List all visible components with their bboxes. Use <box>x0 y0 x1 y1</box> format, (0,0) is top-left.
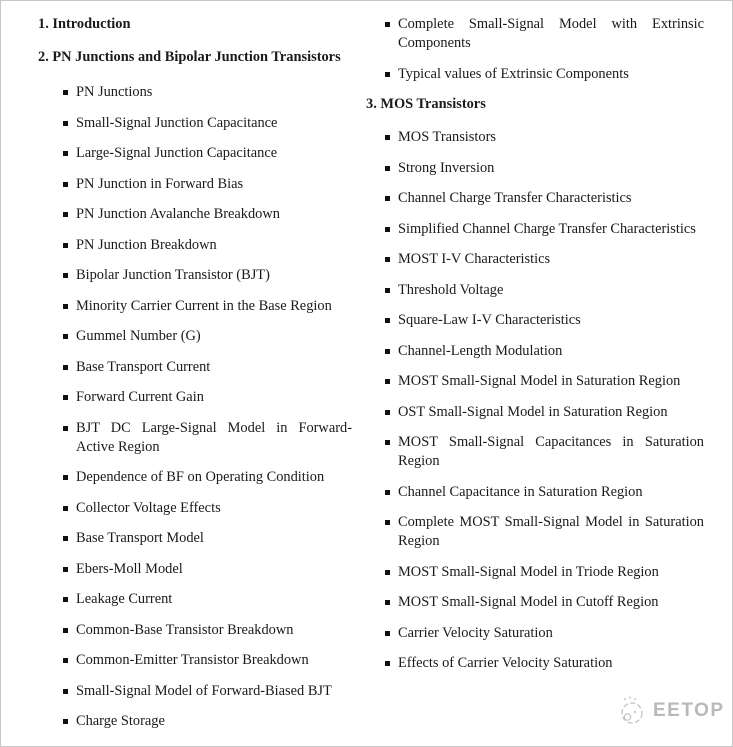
toc-item-label: Ebers-Moll Model <box>76 560 183 577</box>
toc-item-label: Base Transport Current <box>76 358 211 375</box>
toc-item <box>38 499 352 518</box>
toc-item <box>38 83 352 102</box>
bullet-square-icon <box>63 90 68 95</box>
toc-item <box>38 560 352 579</box>
toc-item-label: Gummel Number (G) <box>76 328 201 344</box>
toc-item <box>366 342 704 361</box>
toc-item <box>366 403 704 422</box>
toc-item-label: Common-Emitter Transistor Breakdown <box>76 652 309 668</box>
toc-item <box>366 128 704 147</box>
toc-item-label: MOST Small-Signal Model in Cutoff Region <box>398 594 659 610</box>
toc-item <box>366 513 704 551</box>
toc-item-label: MOST Small-Signal Model in Triode Region <box>398 563 659 580</box>
toc-item <box>38 419 352 457</box>
bullet-square-icon <box>63 182 68 187</box>
toc-item-label: Simplified Channel Charge Transfer Characteristics <box>398 220 696 237</box>
bullet-square-icon <box>63 597 68 602</box>
bullet-square-icon <box>385 570 390 575</box>
bullet-square-icon <box>63 334 68 339</box>
toc-item-label: Leakage Current <box>76 591 173 607</box>
bullet-square-icon <box>63 243 68 248</box>
section-heading-pn-bjt: 2. PN Junctions and Bipolar Junction Transistors <box>38 49 341 65</box>
toc-item <box>38 468 352 487</box>
toc-item-label: Small-Signal Model of Forward-Biased BJT <box>76 682 332 699</box>
toc-item-label: OST Small-Signal Model in Saturation Region <box>398 403 668 420</box>
toc-item-label: Channel-Length Modulation <box>398 342 563 359</box>
toc-item <box>366 220 704 239</box>
toc-item-label: Dependence of BF on Operating Condition <box>76 469 325 485</box>
toc-item <box>38 144 352 163</box>
bullet-square-icon <box>385 288 390 293</box>
bullet-square-icon <box>385 257 390 262</box>
toc-item-label: Threshold Voltage <box>398 281 504 298</box>
toc-item-label: Carrier Velocity Saturation <box>398 624 553 641</box>
toc-item <box>366 65 704 84</box>
toc-item <box>38 297 352 316</box>
bullet-square-icon <box>63 628 68 633</box>
bullet-square-icon <box>385 631 390 636</box>
toc-item-label: Complete Small-Signal Model with Extrinsic Components <box>398 16 704 51</box>
toc-item <box>38 358 352 377</box>
bullet-square-icon <box>385 600 390 605</box>
bullet-square-icon <box>385 227 390 232</box>
toc-item <box>366 483 704 502</box>
toc-item-label: MOST Small-Signal Model in Saturation Region <box>398 373 681 389</box>
bullet-square-icon <box>385 72 390 77</box>
toc-item-label: Channel Charge Transfer Characteristics <box>398 190 632 206</box>
toc-item-label: Collector Voltage Effects <box>76 499 221 516</box>
toc-item <box>38 327 352 346</box>
toc-item-label: Base Transport Model <box>76 530 204 546</box>
toc-item <box>38 266 352 285</box>
toc-item-label: Large-Signal Junction Capacitance <box>76 145 278 161</box>
toc-item-label: Common-Base Transistor Breakdown <box>76 621 294 638</box>
toc-item <box>38 621 352 640</box>
toc-item <box>366 372 704 391</box>
toc-item-label: Forward Current Gain <box>76 389 204 405</box>
bullet-square-icon <box>63 689 68 694</box>
toc-item-label: Minority Carrier Current in the Base Region <box>76 297 332 314</box>
eetop-watermark <box>617 695 725 727</box>
toc-item <box>38 651 352 670</box>
toc-item <box>38 682 352 701</box>
bullet-square-icon <box>63 212 68 217</box>
toc-item <box>38 388 352 407</box>
toc-item-label: PN Junction Breakdown <box>76 236 217 253</box>
toc-item <box>366 624 704 643</box>
bullet-square-icon <box>63 719 68 724</box>
bullet-square-icon <box>385 661 390 666</box>
toc-item <box>38 114 352 133</box>
toc-item-label: Charge Storage <box>76 713 165 729</box>
bullet-square-icon <box>63 506 68 511</box>
bullet-square-icon <box>385 166 390 171</box>
bullet-square-icon <box>63 304 68 309</box>
toc-item-label: Strong Inversion <box>398 159 495 176</box>
toc-item <box>38 236 352 255</box>
toc-left-column <box>38 15 352 746</box>
toc-item <box>366 250 704 269</box>
toc-right-column <box>366 15 704 746</box>
toc-item <box>366 281 704 300</box>
bullet-square-icon <box>385 135 390 140</box>
bullet-square-icon <box>385 520 390 525</box>
bullet-square-icon <box>63 536 68 541</box>
eetop-logo-icon <box>617 695 647 727</box>
toc-item <box>366 433 704 471</box>
toc-item-label: Bipolar Junction Transistor (BJT) <box>76 267 270 283</box>
toc-item-label: Small-Signal Junction Capacitance <box>76 114 278 131</box>
toc-item-label: BJT DC Large-Signal Model in Forward-Active Region <box>76 419 352 455</box>
toc-item-label: PN Junctions <box>76 84 153 100</box>
bullet-square-icon <box>385 196 390 201</box>
toc-item-label: MOS Transistors <box>398 129 496 145</box>
toc-item <box>366 593 704 612</box>
toc-item-label: Complete MOST Small-Signal Model in Saturation Region <box>398 514 704 549</box>
toc-item <box>366 563 704 582</box>
toc-item-label: Square-Law I-V Characteristics <box>398 312 581 328</box>
bullet-square-icon <box>385 410 390 415</box>
bullet-square-icon <box>63 475 68 480</box>
section-heading-introduction: 1. Introduction <box>38 16 131 32</box>
bullet-square-icon <box>63 658 68 663</box>
bullet-square-icon <box>63 273 68 278</box>
bullet-square-icon <box>63 121 68 126</box>
toc-item <box>38 529 352 548</box>
bullet-square-icon <box>63 365 68 370</box>
toc-item-label: Effects of Carrier Velocity Saturation <box>398 655 613 671</box>
toc-item-label: Typical values of Extrinsic Components <box>398 65 629 82</box>
toc-item <box>366 189 704 208</box>
toc-item <box>366 159 704 178</box>
toc-item-label: PN Junction Avalanche Breakdown <box>76 206 280 222</box>
toc-item-label: PN Junction in Forward Bias <box>76 175 244 192</box>
toc-item-label: MOST Small-Signal Capacitances in Saturation Region <box>398 434 704 469</box>
bullet-square-icon <box>63 151 68 156</box>
bullet-square-icon <box>385 440 390 445</box>
bullet-square-icon <box>63 426 68 431</box>
toc-item <box>38 590 352 609</box>
toc-item-label: Channel Capacitance in Saturation Region <box>398 483 643 500</box>
bullet-square-icon <box>385 379 390 384</box>
toc-item <box>38 712 352 731</box>
toc-item <box>38 175 352 194</box>
eetop-logo-text: EETOP <box>653 700 725 721</box>
bullet-square-icon <box>385 22 390 27</box>
toc-item <box>366 15 704 53</box>
bullet-square-icon <box>385 318 390 323</box>
section-heading-mos: 3. MOS Transistors <box>366 96 486 112</box>
bullet-square-icon <box>385 349 390 354</box>
toc-item <box>38 205 352 224</box>
toc-item <box>366 654 704 673</box>
bullet-square-icon <box>63 567 68 572</box>
toc-item-label: MOST I-V Characteristics <box>398 251 551 267</box>
toc-item <box>366 311 704 330</box>
bullet-square-icon <box>385 490 390 495</box>
bullet-square-icon <box>63 395 68 400</box>
